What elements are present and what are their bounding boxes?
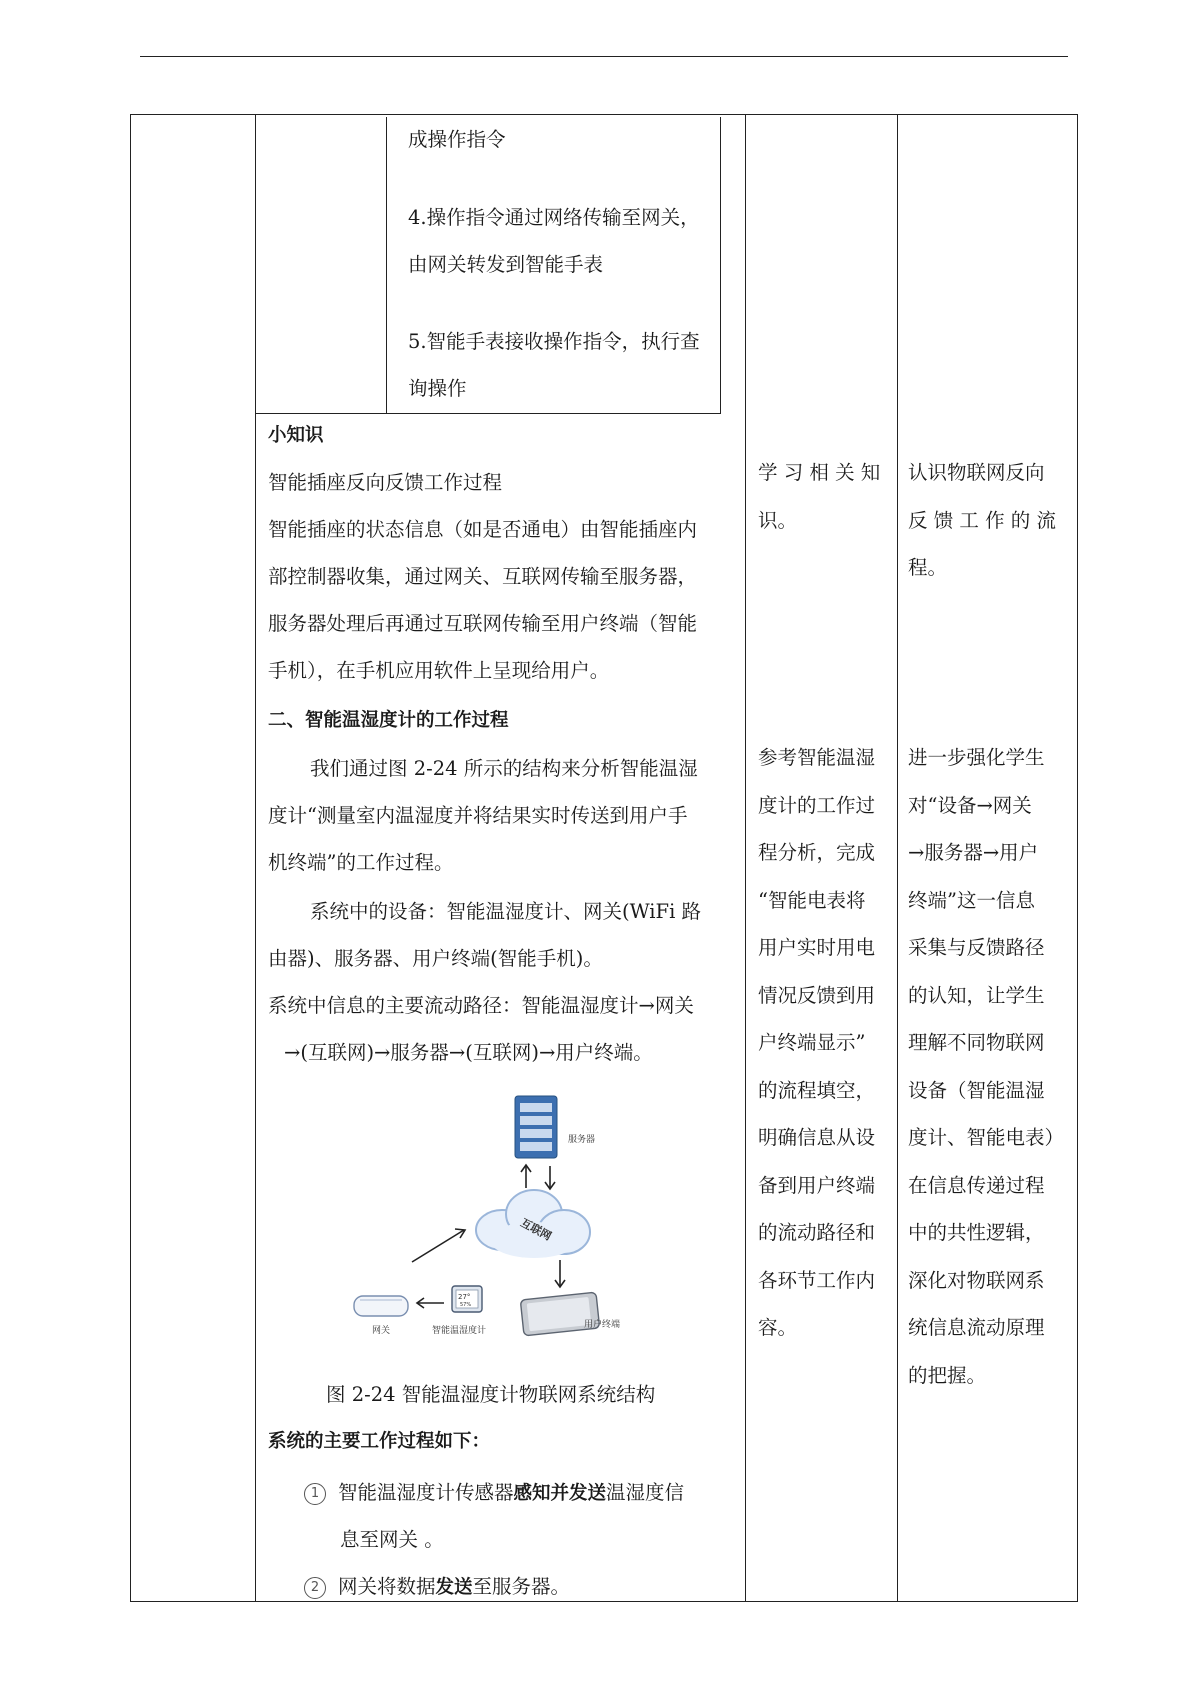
sensor-label: 智能温湿度计 (432, 1326, 487, 1336)
step5-line1: 5.智能手表接收操作指令，执行查 (408, 330, 700, 353)
intent-line: 在信息传递过程 (908, 1174, 1045, 1197)
server-label: 服务器 (568, 1135, 596, 1145)
activity-line: 学 习 相 关 知 (758, 461, 881, 484)
intent-line: 对“设备→网关 (908, 794, 1032, 817)
para3-line: 系统中信息的主要流动路径：智能温湿度计→网关 (268, 994, 694, 1017)
sensor-temp: 27° (458, 1293, 471, 1301)
intent-line: 深化对物联网系 (908, 1269, 1045, 1292)
tip-subtitle: 智能插座反向反馈工作过程 (268, 471, 503, 494)
arrow-diagonal-icon (412, 1229, 465, 1262)
intent-line: 统信息流动原理 (908, 1316, 1045, 1339)
tip-heading: 小知识 (268, 425, 324, 446)
step4-line2: 由网关转发到智能手表 (408, 253, 604, 276)
step4-line1: 4.操作指令通过网络传输至网关， (408, 206, 700, 229)
column-divider-3 (897, 115, 898, 1601)
intent-line: 终端”这一信息 (908, 889, 1035, 912)
activity-line: 各环节工作内 (758, 1269, 876, 1292)
activity-line: 情况反馈到用 (758, 984, 876, 1007)
arrow-left-icon (417, 1298, 444, 1308)
arrow-down-icon (545, 1166, 555, 1189)
intent-line: 程。 (908, 556, 948, 579)
arrow-up-icon (521, 1165, 531, 1188)
intent-line: 的认知，让学生 (908, 984, 1045, 1007)
intent-line: 反 馈 工 作 的 流 (908, 509, 1056, 532)
activity-line: 备到用户终端 (758, 1174, 876, 1197)
process-item: 1 智能温湿度计传感器感知并发送温湿度信 (304, 1469, 684, 1517)
activity-line: “智能电表将 (758, 889, 866, 912)
step5-line2: 询操作 (408, 377, 467, 400)
intent-line: 的把握。 (908, 1364, 987, 1387)
activity-line: 度计的工作过 (758, 794, 876, 817)
activity-line: 识。 (758, 509, 798, 532)
tip-line: 手机），在手机应用软件上呈现给用户。 (268, 659, 610, 682)
step3-continuation: 成操作指令 (408, 128, 506, 151)
intent-line: 中的共性逻辑， (908, 1221, 1045, 1244)
section2-heading: 二、智能温湿度计的工作过程 (268, 710, 509, 731)
intent-line: 进一步强化学生 (908, 746, 1045, 769)
arrow-down-icon (555, 1260, 565, 1287)
figure-caption: 图 2-24 智能温湿度计物联网系统结构 (326, 1383, 656, 1406)
circled-number: 1 (304, 1483, 326, 1505)
inner-column-divider (386, 117, 387, 413)
para3-line: →(互联网)→服务器→(互联网)→用户终端。 (284, 1041, 653, 1064)
intent-line: 度计、智能电表） (908, 1126, 1065, 1149)
intent-line: 理解不同物联网 (908, 1031, 1045, 1054)
activity-line: 程分析，完成 (758, 841, 876, 864)
process-item: 2 网关将数据发送至服务器。 (304, 1563, 570, 1611)
column-divider-2 (745, 115, 746, 1601)
iot-system-diagram (352, 1090, 662, 1350)
circled-number: 2 (304, 1577, 326, 1599)
gateway-label: 网关 (372, 1326, 391, 1336)
gateway-icon (354, 1296, 408, 1316)
para2-line: 由器)、服务器、用户终端(智能手机)。 (268, 947, 603, 970)
tip-line: 智能插座的状态信息（如是否通电）由智能插座内 (268, 518, 698, 541)
activity-line: 的流程填空， (758, 1079, 876, 1102)
activity-line: 参考智能温湿 (758, 746, 876, 769)
server-icon (515, 1096, 557, 1158)
sensor-humidity: 57% (460, 1302, 472, 1308)
activity-line: 的流动路径和 (758, 1221, 876, 1244)
tip-line: 部控制器收集，通过网关、互联网传输至服务器， (268, 565, 698, 588)
tip-line: 服务器处理后再通过互联网传输至用户终端（智能 (268, 612, 698, 635)
activity-line: 明确信息从设 (758, 1126, 876, 1149)
activity-line: 户终端显示” (758, 1031, 866, 1054)
intent-line: →服务器→用户 (908, 841, 1039, 864)
process-item-continuation: 息至网关 。 (340, 1528, 444, 1551)
para2-line: 系统中的设备：智能温湿度计、网关(WiFi 路 (310, 900, 702, 923)
intent-line: 认识物联网反向 (908, 461, 1045, 484)
para1-line: 度计“测量室内温湿度并将结果实时传送到用户手 (268, 804, 688, 827)
para1-line: 机终端”的工作过程。 (268, 851, 454, 874)
header-rule (140, 56, 1068, 57)
cloud-label: 互联网 (518, 1216, 554, 1244)
intent-line: 采集与反馈路径 (908, 936, 1045, 959)
intent-line: 设备（智能温湿 (908, 1079, 1045, 1102)
process-heading: 系统的主要工作过程如下： (268, 1431, 491, 1452)
activity-line: 容。 (758, 1316, 798, 1339)
activity-line: 用户实时用电 (758, 936, 876, 959)
terminal-label: 用户终端 (584, 1320, 621, 1330)
para1-line: 我们通过图 2-24 所示的结构来分析智能温湿 (310, 757, 698, 780)
